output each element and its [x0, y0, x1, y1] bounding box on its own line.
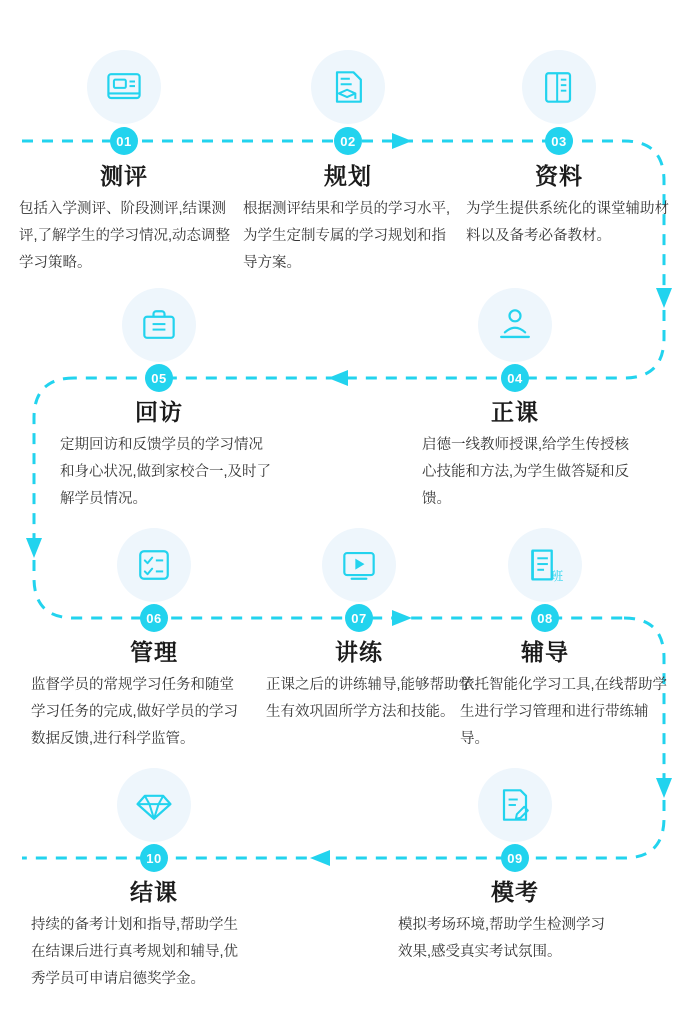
step-07-icon-wrap: [322, 528, 396, 602]
step-02-badge: 02: [334, 127, 362, 155]
step-03-icon-wrap: [522, 50, 596, 124]
step-08-icon-wrap: [508, 528, 582, 602]
step-06-title: 管理: [130, 639, 178, 665]
step-09-badge: 09: [501, 844, 529, 872]
step-09-icon-wrap: [478, 768, 552, 842]
teacher-podium-icon: [493, 303, 537, 347]
step-05-title: 回访: [135, 399, 183, 425]
step-03-desc: 为学生提供系统化的课堂辅助材料以及备考必备教材。: [466, 201, 669, 244]
exam-paper-pen-icon: [493, 783, 537, 827]
step-03-badge: 03: [545, 127, 573, 155]
step-05-icon-wrap: [122, 288, 196, 362]
step-10-icon-wrap: [117, 768, 191, 842]
step-07-badge: 07: [345, 604, 373, 632]
step-06-icon-wrap: [117, 528, 191, 602]
briefcase-visit-icon: [137, 303, 181, 347]
step-04-icon-wrap: [478, 288, 552, 362]
step-10-badge: 10: [140, 844, 168, 872]
step-08-badge: 08: [531, 604, 559, 632]
diamond-scholarship-icon: [132, 783, 176, 827]
video-play-icon: [337, 543, 381, 587]
step-08-icon-badge-text: 班: [550, 569, 564, 584]
step-01-icon-wrap: [87, 50, 161, 124]
step-07-title: 讲练: [335, 639, 383, 665]
step-10-title: 结课: [130, 879, 178, 905]
step-06-badge: 06: [140, 604, 168, 632]
step-05-desc: 定期回访和反馈学员的学习情况和身心状况,做到家校合一,及时了解学员情况。: [60, 437, 272, 507]
graduation-plan-icon: [326, 65, 370, 109]
step-05-badge: 05: [145, 364, 173, 392]
step-10-desc: 持续的备考计划和指导,帮助学生在结课后进行真考规划和辅导,优秀学员可申请启德奖学金。: [31, 917, 239, 987]
step-04-desc: 启德一线教师授课,给学生传授核心技能和方法,为学生做答疑和反馈。: [422, 437, 630, 507]
assessment-card-icon: [102, 65, 146, 109]
step-04-badge: 04: [501, 364, 529, 392]
step-02-icon-wrap: [311, 50, 385, 124]
step-07-desc: 正课之后的讲练辅导,能够帮助学生有效巩固所学方法和技能。: [266, 677, 474, 720]
books-material-icon: [537, 65, 581, 109]
checklist-manage-icon: [132, 543, 176, 587]
step-02-desc: 根据测评结果和学员的学习水平,为学生定制专属的学习规划和指导方案。: [243, 201, 451, 271]
step-03-title: 资料: [535, 163, 583, 189]
step-01-desc: 包括入学测评、阶段测评,结课测评,了解学生的学习情况,动态调整学习策略。: [19, 201, 231, 271]
step-09-desc: 模拟考场环境,帮助学生检测学习效果,感受真实考试氛围。: [398, 917, 606, 960]
step-09-title: 模考: [491, 879, 539, 905]
step-08-title: 辅导: [521, 639, 569, 665]
step-01-badge: 01: [110, 127, 138, 155]
step-06-desc: 监督学员的常规学习任务和随堂学习任务的完成,做好学员的学习数据反馈,进行科学监管。: [31, 677, 239, 747]
step-04-title: 正课: [491, 399, 539, 425]
step-02-title: 规划: [324, 163, 372, 189]
step-01-title: 测评: [100, 163, 148, 189]
class-tutor-icon: [522, 542, 568, 588]
step-08-desc: 依托智能化学习工具,在线帮助学生进行学习管理和进行带练辅导。: [460, 677, 668, 747]
